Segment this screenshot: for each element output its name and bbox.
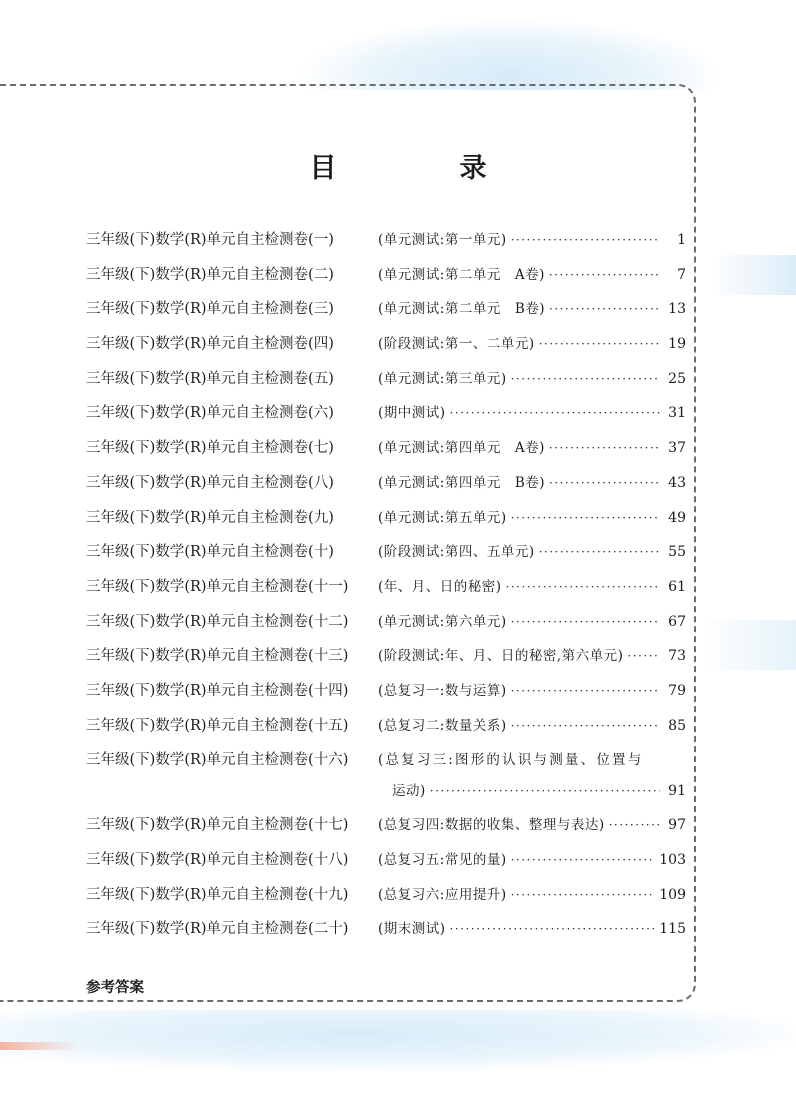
toc-entry-name: 三年级(下)数学(R)单元自主检测卷(十七) [86, 817, 349, 834]
leader-dots [511, 684, 660, 698]
toc-entry-page: 1 [677, 232, 686, 248]
toc-entry[interactable] [86, 436, 686, 471]
toc-entry-desc: (单元测试:第二单元 B卷) [378, 301, 546, 318]
toc-entry-continuation[interactable] [86, 779, 686, 813]
toc-entry[interactable] [86, 297, 686, 332]
toc-entry[interactable] [86, 917, 686, 952]
toc-entry-name: 三年级(下)数学(R)单元自主检测卷(十) [86, 544, 334, 561]
toc-entry-page: 115 [659, 921, 686, 938]
leader-dots [609, 818, 660, 832]
toc-entry-page: 79 [668, 682, 686, 699]
leader-dots [627, 649, 660, 663]
toc-entry-desc: (总复习五:常见的量) [378, 852, 507, 868]
leader-dots [511, 372, 660, 386]
toc-entry-desc: (阶段测试:年、月、日的秘密,第六单元) [378, 648, 624, 665]
toc-entry-name: 三年级(下)数学(R)单元自主检测卷(十一) [86, 578, 349, 595]
toc-entry-name: 三年级(下)数学(R)单元自主检测卷(二) [86, 266, 334, 283]
toc-entry-desc: (期末测试) [378, 921, 446, 938]
toc-entry-name: 三年级(下)数学(R)单元自主检测卷(六) [86, 405, 334, 422]
toc-entry-desc: (总复习二:数量关系) [378, 717, 507, 734]
toc-entry[interactable] [86, 540, 686, 575]
toc-entry-page: 55 [668, 544, 686, 561]
toc-entry-name: 三年级(下)数学(R)单元自主检测卷(十九) [86, 886, 349, 903]
toc-entry[interactable] [86, 644, 686, 679]
toc-entry-page: 85 [668, 717, 686, 734]
toc-entry-name: 三年级(下)数学(R)单元自主检测卷(八) [86, 474, 334, 491]
leader-dots [511, 719, 660, 733]
toc-entry[interactable] [86, 367, 686, 402]
toc-entry[interactable] [86, 401, 686, 436]
toc-entry-page: 61 [668, 578, 686, 595]
leader-dots [539, 545, 660, 559]
leader-dots [549, 268, 660, 282]
toc-entry-page: 19 [668, 336, 686, 353]
toc-entry-desc: (单元测试:第四单元 A卷) [378, 440, 545, 457]
leader-dots [511, 511, 660, 525]
toc-entry-page: 13 [668, 301, 686, 318]
toc-entry-page: 97 [668, 817, 686, 834]
toc-entry-page: 67 [668, 613, 686, 630]
toc-entry-name: 三年级(下)数学(R)单元自主检测卷(十二) [86, 613, 349, 630]
toc-entry[interactable] [86, 848, 686, 883]
right-decoration-lower [700, 620, 796, 670]
toc-entry-name: 三年级(下)数学(R)单元自主检测卷(十六) [86, 752, 349, 769]
leader-dots [450, 406, 660, 420]
toc-entry-page: 7 [677, 266, 686, 283]
bottom-decoration [0, 1010, 796, 1070]
leader-dots [511, 615, 660, 629]
toc-entry-desc: (单元测试:第三单元) [378, 370, 507, 387]
toc-entry[interactable] [86, 813, 686, 848]
toc-entry-page: 49 [668, 509, 686, 526]
leader-dots [506, 580, 660, 594]
right-decoration [710, 255, 796, 295]
toc-entry-name: 三年级(下)数学(R)单元自主检测卷(二十) [86, 921, 349, 938]
toc-entry-name: 三年级(下)数学(R)单元自主检测卷(九) [86, 509, 334, 526]
leader-dots [549, 441, 660, 455]
toc-entry[interactable] [86, 610, 686, 645]
leader-dots [511, 853, 656, 867]
leader-dots [539, 337, 660, 351]
toc-entry[interactable] [86, 263, 686, 298]
toc-entry-desc: (总复习一:数与运算) [378, 682, 507, 699]
toc-entry-desc: (总复习六:应用提升) [378, 886, 507, 903]
toc-entry[interactable] [86, 748, 686, 779]
toc-entry-name: 三年级(下)数学(R)单元自主检测卷(四) [86, 336, 334, 353]
toc-entry-desc: (阶段测试:第一、二单元) [378, 336, 535, 353]
toc-entry[interactable] [86, 332, 686, 367]
toc-entry[interactable] [86, 714, 686, 749]
leader-dots [549, 476, 660, 490]
toc-entry[interactable] [86, 506, 686, 541]
toc-entry[interactable] [86, 679, 686, 714]
toc-entry-desc: (总复习三:图形的认识与测量、位置与 [378, 752, 644, 769]
toc-entry-desc-cont: 运动) [392, 783, 426, 800]
leader-dots [511, 233, 660, 247]
toc-entry-page: 73 [668, 648, 686, 665]
top-decoration [300, 20, 720, 90]
leader-dots [450, 922, 656, 936]
toc-entry[interactable] [86, 471, 686, 506]
toc-entry-page: 25 [668, 370, 686, 387]
leader-dots [430, 784, 660, 798]
toc-entry[interactable] [86, 575, 686, 610]
toc-entry-name: 三年级(下)数学(R)单元自主检测卷(十四) [86, 682, 349, 699]
toc-entry-desc: (单元测试:第四单元 B卷) [378, 474, 546, 491]
toc-entry-name: 三年级(下)数学(R)单元自主检测卷(三) [86, 301, 334, 318]
toc-entry[interactable] [86, 883, 686, 918]
answer-key-heading[interactable]: 参考答案 [86, 980, 144, 996]
page-title: 目 录 [309, 153, 535, 184]
toc-entry-page: 109 [659, 886, 686, 903]
toc-entry-desc: (年、月、日的秘密) [378, 578, 502, 595]
toc-entry-desc: (单元测试:第六单元) [378, 613, 507, 630]
toc-entry-desc: (单元测试:第一单元) [378, 232, 507, 248]
toc-entry-desc: (总复习四:数据的收集、整理与表达) [378, 817, 605, 834]
bottom-accent-strip [0, 1042, 80, 1050]
toc-entry[interactable] [86, 228, 686, 263]
toc-entry-name: 三年级(下)数学(R)单元自主检测卷(十五) [86, 717, 349, 734]
table-of-contents [86, 228, 686, 952]
toc-entry-name: 三年级(下)数学(R)单元自主检测卷(十三) [86, 648, 349, 665]
toc-entry-desc: (期中测试) [378, 405, 446, 422]
leader-dots [549, 302, 660, 316]
toc-entry-name: 三年级(下)数学(R)单元自主检测卷(一) [86, 232, 334, 248]
toc-entry-desc: (阶段测试:第四、五单元) [378, 544, 535, 561]
toc-entry-page: 31 [668, 405, 686, 422]
toc-entry-page: 91 [668, 783, 686, 800]
toc-entry-name: 三年级(下)数学(R)单元自主检测卷(五) [86, 370, 334, 387]
toc-entry-desc: (单元测试:第五单元) [378, 509, 507, 526]
toc-entry-name: 三年级(下)数学(R)单元自主检测卷(七) [86, 440, 334, 457]
leader-dots [511, 888, 656, 902]
toc-entry-page: 103 [659, 852, 686, 868]
toc-entry-page: 37 [668, 440, 686, 457]
toc-entry-desc: (单元测试:第二单元 A卷) [378, 266, 545, 283]
toc-entry-name: 三年级(下)数学(R)单元自主检测卷(十八) [86, 852, 349, 868]
toc-entry-page: 43 [668, 474, 686, 491]
